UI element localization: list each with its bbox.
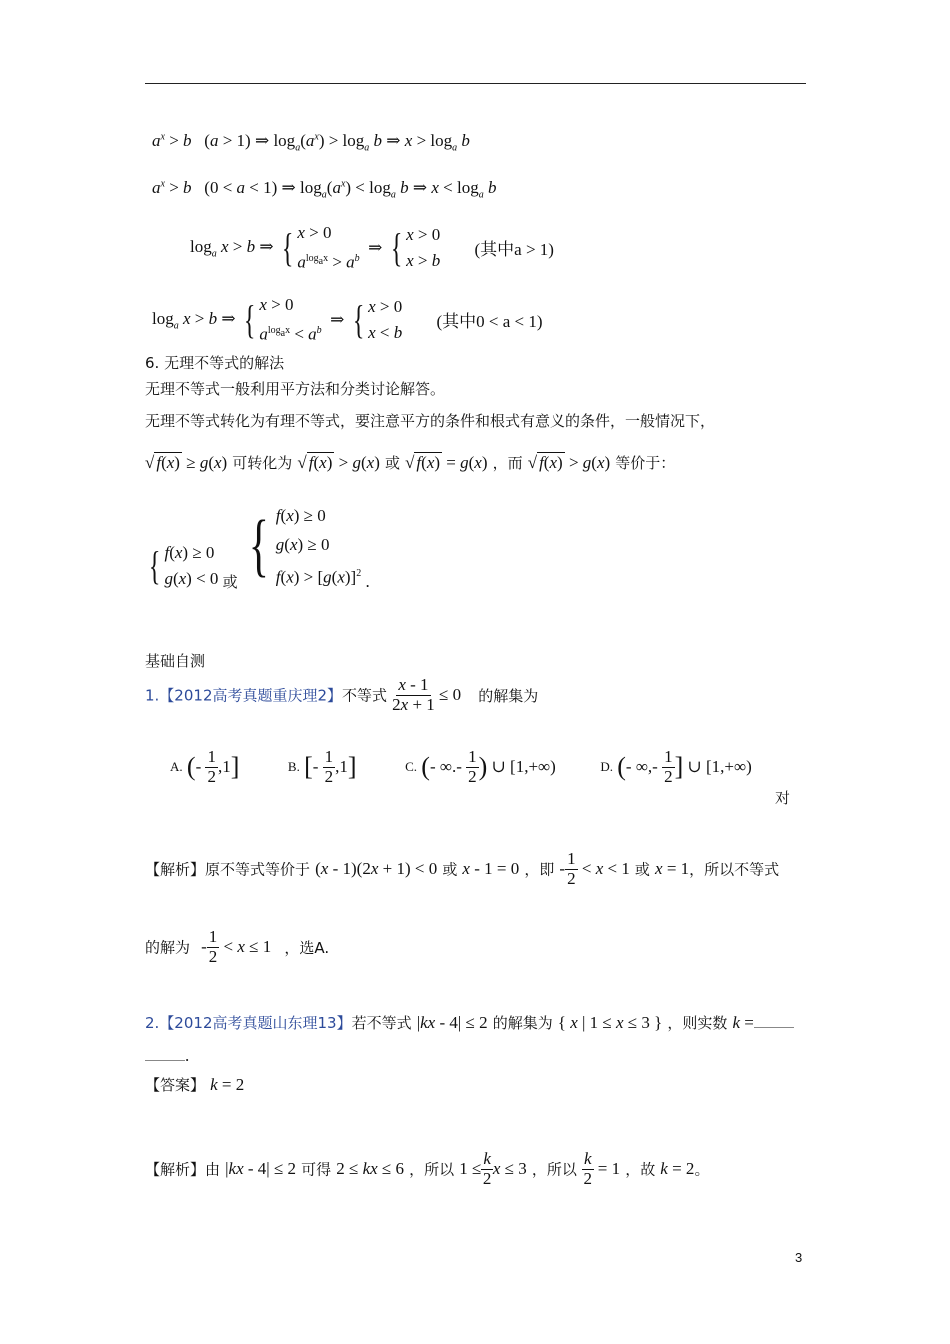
q2-analysis-tag: 【解析】	[145, 1160, 206, 1179]
formula-4-note: (其中0 < a < 1)	[436, 312, 543, 332]
section-6-line-2: 无理不等式转化为有理不等式，要注意平方的条件和根式有意义的条件，一般情况下，	[145, 412, 716, 430]
q2-analysis: 【解析】由 |kx - 4| ≤ 2 可得 2 ≤ kx ≤ 6 ，所以 1 ≤ $\frac{k}{2}$ x ≤ 3 ，所以 $\frac{k}{2}$ = 1 ，故 k = 2。	[145, 1149, 710, 1188]
question-1: 1.【2012高考真题重庆理2】不等式 $\frac{x - 1}{2x + 1}$ ≤ 0 的解集为	[145, 675, 539, 714]
q1-analysis-line-1: 【解析】原不等式等价于 (x - 1)(2x + 1) < 0 或 x - 1 = 0 ，即 - $\frac{1}{2}$ < x < 1 或 x = 1，所以不等式	[145, 849, 780, 888]
header-rule	[145, 83, 806, 84]
q2-analysis-text-5: ，故	[625, 1160, 656, 1179]
q1-options: A. (- $\frac{1}{2}$ ,1] B. [- $\frac{1}{2}$ ,1] C. (- ∞.- $\frac{1}{2}$ ) ∪ [1,+∞) D. (- ∞,- $\frac{1}{2}$ ] ∪ [1,+∞)	[170, 747, 752, 786]
formula-4: $\log_a x > b$ ⇒ { x > 0 $a^{log_ax} < a^b$ ⇒ { x > 0 x < b (其中0 < a < 1)	[152, 295, 543, 344]
q2-analysis-text-3: ，所以	[409, 1160, 455, 1179]
page-number: 3	[795, 1250, 803, 1265]
q1-analysis-line-2: 的解为 - $\frac{1}{2}$ < x ≤ 1 ，选A.	[145, 927, 330, 966]
q1-analysis-tag: 【解析】	[145, 860, 206, 879]
formula-3: $\log_a x > b$ ⇒ { x > 0 $a^{log_ax} > a^b$ ⇒ { x > 0 x > b (其中a > 1)	[190, 223, 554, 272]
q2-blank-continuation	[145, 1046, 189, 1066]
q2-analysis-end: 。	[694, 1160, 710, 1179]
section-6-systems: { f(x) ≥ 0 g(x) < 0 或 { f(x) ≥ 0 g(x) ≥ 0 $f(x) > [g(x)]^2$ .	[148, 505, 370, 591]
question-1-tail: 的解集为	[478, 686, 539, 705]
systems-or: 或	[222, 573, 238, 591]
q1-analysis-or: 或	[442, 860, 458, 879]
answer-blank-2[interactable]	[145, 1060, 185, 1061]
formula-3-note: (其中a > 1)	[474, 240, 554, 260]
q2-analysis-text-1: 由	[205, 1160, 221, 1179]
q1-analysis-mid: ，即	[524, 860, 555, 879]
systems-period: .	[365, 572, 370, 591]
answer-blank[interactable]	[754, 1027, 794, 1028]
q1-mark: 对	[775, 789, 791, 807]
q1-analysis-text-2: 的解为	[145, 938, 191, 957]
q1-analysis-end: ，选A.	[284, 938, 330, 957]
eq-c-text: ，而	[492, 454, 523, 472]
q1-analysis-text-1: 原不等式等价于	[205, 860, 311, 879]
question-2-text-2: 的解集为	[492, 1014, 553, 1032]
question-1-text: 不等式	[342, 686, 388, 705]
section-6-heading: 6. 无理不等式的解法	[145, 354, 285, 372]
question-2-text-1: 若不等式	[351, 1014, 412, 1032]
formula-1: $a^x > b$ (a > 1) ⇒ $\log_a(a^x) > \log_a b$ ⇒ $x > \log_a b$	[152, 131, 470, 154]
eq-d-text: 等价于：	[615, 454, 676, 472]
eq-a-text: 可转化为	[232, 454, 293, 472]
q2-answer: 【答案】 k = 2	[145, 1075, 245, 1094]
q2-answer-tag: 【答案】	[145, 1076, 206, 1094]
question-2: 2.【2012高考真题山东理13】若不等式 |kx - 4| ≤ 2 的解集为 { x | 1 ≤ x ≤ 3 } ，则实数 k =	[145, 1012, 794, 1033]
question-2-text-3: ，则实数	[667, 1014, 728, 1032]
section-6-line-1: 无理不等式一般利用平方法和分类讨论解答。	[145, 380, 446, 398]
formula-2: $a^x > b$ (0 < a < 1) ⇒ $\log_a(a^x) < \log_a b$ ⇒ $x < \log_a b$	[152, 178, 497, 201]
section-6-equivalence-line: √ f(x) ≥ g(x) 可转化为 √ f(x) > g(x) 或 √ f(x) = g(x) ，而 √ f(x) > g(x) 等价于：	[145, 453, 676, 472]
eq-b-or: 或	[384, 454, 400, 472]
question-1-tag: 1.【2012高考真题重庆理2】	[145, 686, 343, 705]
q1-analysis-or-2: 或	[634, 860, 650, 879]
q2-tail: .	[185, 1046, 190, 1065]
selftest-heading: 基础自测	[145, 652, 206, 670]
q1-analysis-tail: ，所以不等式	[689, 860, 780, 879]
q2-analysis-text-4: ，所以	[531, 1160, 577, 1179]
q2-analysis-text-2: 可得	[301, 1160, 332, 1179]
question-2-tag: 2.【2012高考真题山东理13】	[145, 1014, 352, 1032]
